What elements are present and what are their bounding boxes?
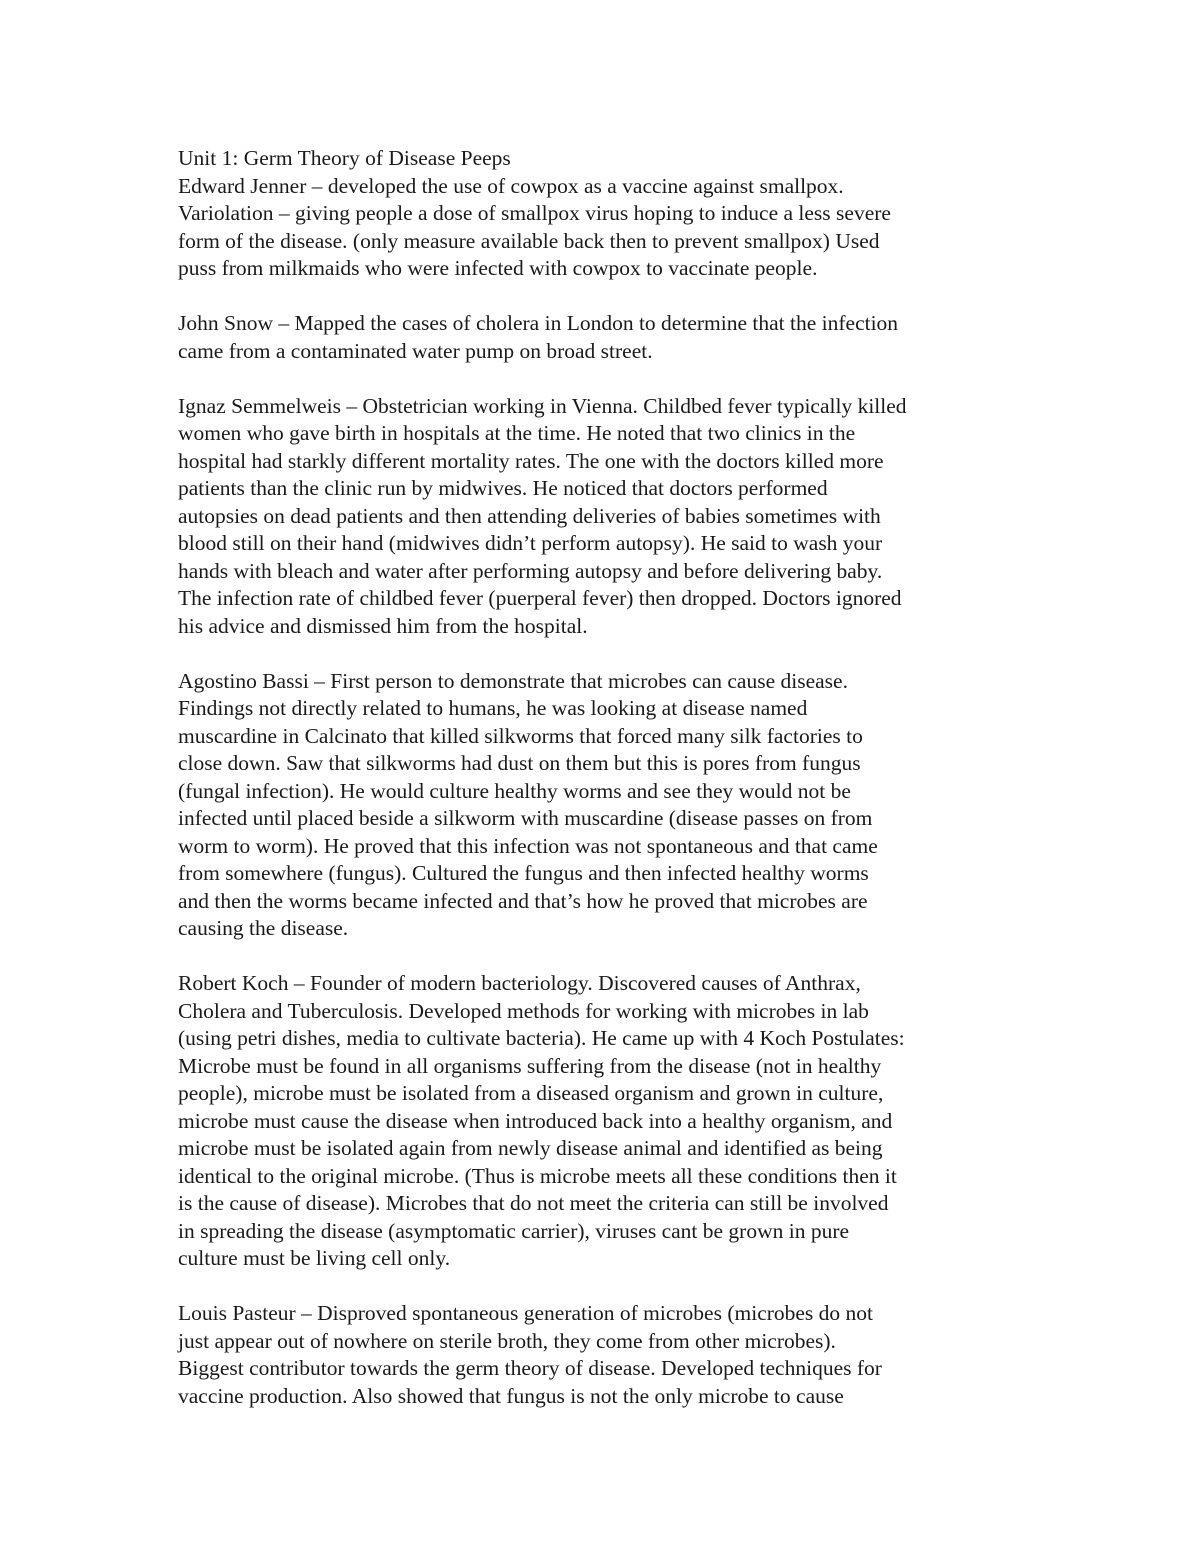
text-line: and then the worms became infected and that’s how he proved that microbes are — [178, 888, 868, 913]
text-line: is the cause of disease). Microbes that do not meet the criteria can still be involved — [178, 1191, 889, 1215]
text-line: people), microbe must be isolated from a diseased organism and grown in culture, — [178, 1081, 884, 1105]
text-line: Findings not directly related to humans, he was looking at disease named — [178, 696, 808, 720]
text-line: muscardine in Calcinato that killed silkworms that forced many silk factories to — [178, 723, 863, 748]
paragraph-semmelweis — [178, 393, 1038, 641]
paragraph-snow — [178, 310, 1038, 365]
text-line: Agostino Bassi – First person to demonstrate that microbes can cause disease. — [178, 668, 848, 693]
text-line: The infection rate of childbed fever (puerperal fever) then dropped. Doctors ignored — [178, 586, 902, 610]
paragraph-gap — [178, 365, 1038, 393]
text-line: his advice and dismissed him from the hospital. — [178, 613, 588, 638]
text-line: (using petri dishes, media to cultivate bacteria). He came up with 4 Koch Postulates: — [178, 1026, 905, 1050]
text-line: women who gave birth in hospitals at the time. He noted that two clinics in the — [178, 421, 856, 445]
text-line: vaccine production. Also showed that fungus is not the only microbe to cause — [178, 1383, 844, 1408]
text-line: Cholera and Tuberculosis. Developed methods for working with microbes in lab — [178, 998, 869, 1023]
text-line: culture must be living cell only. — [178, 1246, 451, 1270]
text-line: Variolation – giving people a dose of smallpox virus hoping to induce a less severe — [178, 201, 891, 225]
text-line: John Snow – Mapped the cases of cholera in London to determine that the infection — [178, 311, 899, 335]
text-line: Microbe must be found in all organisms suffering from the disease (not in healthy — [178, 1053, 882, 1078]
paragraph-gap — [178, 1273, 1038, 1301]
text-line: identical to the original microbe. (Thus is microbe meets all these conditions then it — [178, 1163, 897, 1188]
text-line: Ignaz Semmelweis – Obstetrician working in Vienna. Childbed fever typically killed — [178, 393, 907, 418]
text-line: just appear out of nowhere on sterile broth, they come from other microbes). — [178, 1328, 836, 1353]
text-line: causing the disease. — [178, 916, 349, 940]
document-title: Unit 1: Germ Theory of Disease Peeps — [178, 146, 511, 170]
paragraph-pasteur — [178, 1300, 1038, 1410]
text-line: close down. Saw that silkworms had dust on them but this is pores from fungus — [178, 751, 861, 775]
text-line: worm to worm). He proved that this infection was not spontaneous and that came — [178, 833, 878, 858]
text-line: hands with bleach and water after performing autopsy and before delivering baby. — [178, 558, 883, 583]
document-body — [178, 145, 1038, 1410]
text-line: Edward Jenner – developed the use of cowpox as a vaccine against smallpox. — [178, 173, 844, 198]
text-line: from somewhere (fungus). Cultured the fungus and then infected healthy worms — [178, 861, 869, 885]
text-line: patients than the clinic run by midwives. He noticed that doctors performed — [178, 476, 828, 500]
text-line: autopsies on dead patients and then attending deliveries of babies sometimes with — [178, 503, 881, 528]
paragraph-bassi — [178, 668, 1038, 943]
text-line: came from a contaminated water pump on broad street. — [178, 338, 653, 363]
text-line: infected until placed beside a silkworm with muscardine (disease passes on from — [178, 806, 873, 830]
paragraph-jenner — [178, 145, 1038, 283]
text-line: blood still on their hand (midwives didn’t perform autopsy). He said to wash your — [178, 531, 883, 555]
text-line: hospital had starkly different mortality rates. The one with the doctors killed more — [178, 448, 884, 473]
text-line: in spreading the disease (asymptomatic carrier), viruses cant be grown in pure — [178, 1218, 850, 1243]
paragraph-koch — [178, 970, 1038, 1273]
text-line: (fungal infection). He would culture healthy worms and see they would not be — [178, 778, 851, 803]
paragraph-gap — [178, 283, 1038, 311]
text-line: Biggest contributor towards the germ theory of disease. Developed techniques for — [178, 1356, 882, 1380]
paragraph-gap — [178, 640, 1038, 668]
text-line: form of the disease. (only measure available back then to prevent smallpox) Used — [178, 228, 880, 253]
text-line: Louis Pasteur – Disproved spontaneous generation of microbes (microbes do not — [178, 1301, 874, 1325]
text-line: puss from milkmaids who were infected with cowpox to vaccinate people. — [178, 256, 818, 280]
text-line: microbe must cause the disease when introduced back into a healthy organism, and — [178, 1108, 893, 1133]
text-line: microbe must be isolated again from newly disease animal and identified as being — [178, 1136, 883, 1160]
paragraph-gap — [178, 943, 1038, 971]
text-line: Robert Koch – Founder of modern bacteriology. Discovered causes of Anthrax, — [178, 971, 861, 995]
